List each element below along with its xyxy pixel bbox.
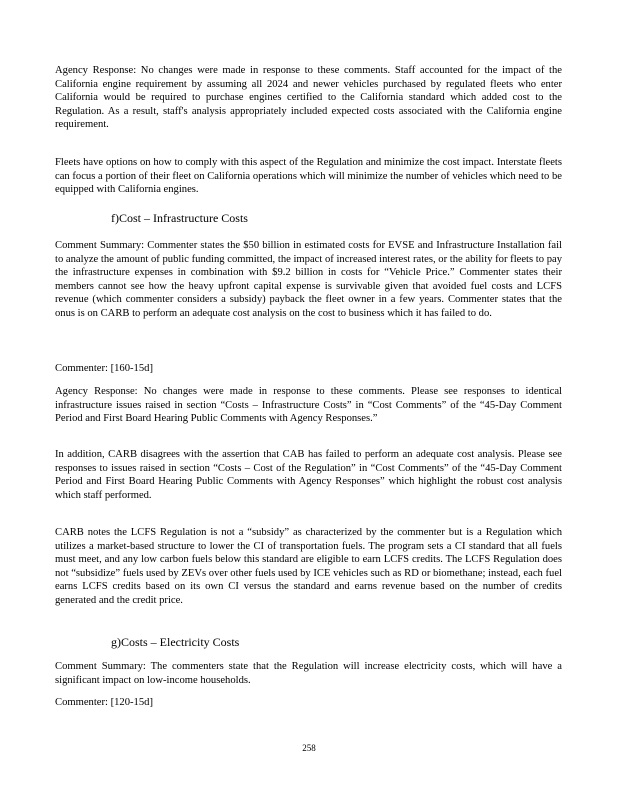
section-heading-infrastructure-costs: f)Cost – Infrastructure Costs: [111, 211, 248, 225]
page-number: 258: [302, 743, 316, 753]
commenter-reference-160: Commenter: [160-15d]: [55, 363, 153, 374]
agency-response-engine-paragraph: Agency Response: No changes were made in response to these comments. Staff accounted for the impact of the California engine requirement by assuming all 2024 and newer vehicles purchased by regulated fleets who enter California would be required to purchase engines certified to the California standard which added cost to the Regulation. As a result, staff's analysis appropriately included expected costs associated with the California engine requirement.: [55, 65, 562, 131]
agency-response-infrastructure-paragraph: Agency Response: No changes were made in response to these comments. Please see responses to identical infrastructure issues raised in section “Costs – Infrastructure Costs” in “Cost Comments” of the “45-Day Comment Period and First Board Hearing Public Comments with Agency Responses.”: [55, 386, 562, 425]
comment-summary-infrastructure-paragraph: Comment Summary: Commenter states the $50 billion in estimated costs for EVSE and Infrastructure Installation fail to analyze the amount of public funding committed, the impact of increased interest rates, or the ability for fleets to pay the infrastructure expenses in combination with $9.2 billion in costs for “Vehicle Price.” Commenter states their members cannot see how the heavy upfront capital expense is survivable given that avoided fuel costs and LCFS revenue (which commenter considers a subsidy) payback the fleet owner in a few years. Commenter states that the onus is on CARB to perform an adequate cost analysis on the cost to business which it has failed to do.: [55, 240, 562, 319]
comment-summary-electricity-paragraph: Comment Summary: The commenters state that the Regulation will increase electricity costs, which will have a significant impact on low-income households.: [55, 661, 562, 686]
lcfs-regulation-paragraph: CARB notes the LCFS Regulation is not a “subsidy” as characterized by the commenter but is a Regulation which utilizes a market-based structure to lower the CI of transportation fuels. The program sets a CI standard that all fuels must meet, and any low carbon fuels below this standard are eligible to earn LCFS credits. The LCFS Regulation does not “subsidize” fuels used by ZEVs over other fuels used by ICE vehicles such as RD or biomethane; instead, each fuel earns LCFS credits based on its own CI versus the standard and earns revenue based on the number of credits generated and the credit price.: [55, 527, 562, 606]
fleet-options-paragraph: Fleets have options on how to comply with this aspect of the Regulation and minimize the cost impact. Interstate fleets can focus a portion of their fleet on California operations which will minimize the number of vehicles which need to be equipped with California engines.: [55, 157, 562, 196]
carb-disagrees-paragraph: In addition, CARB disagrees with the assertion that CAB has failed to perform an adequate cost analysis. Please see responses to issues raised in section “Costs – Cost of the Regulation” in “Cost Comments” of the “45-Day Comment Period and First Board Hearing Public Comments with Agency Responses” which highlight the robust cost analysis which staff performed.: [55, 449, 562, 501]
section-heading-electricity-costs: g)Costs – Electricity Costs: [111, 635, 240, 649]
commenter-reference-120: Commenter: [120-15d]: [55, 697, 153, 708]
